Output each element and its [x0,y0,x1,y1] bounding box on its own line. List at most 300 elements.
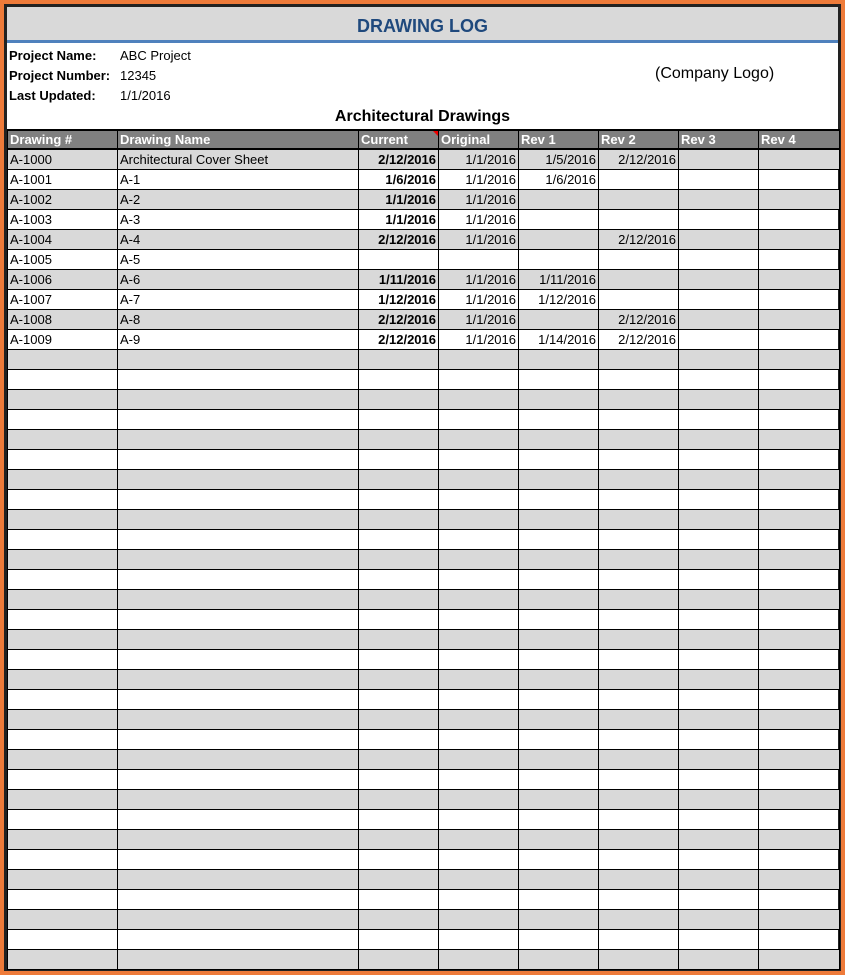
table-cell[interactable] [8,629,118,649]
table-cell[interactable] [118,649,359,669]
table-cell[interactable]: 1/12/2016 [519,289,599,309]
table-cell[interactable] [8,889,118,909]
table-cell[interactable] [359,889,439,909]
table-cell[interactable] [599,709,679,729]
table-cell[interactable] [519,949,599,969]
table-cell[interactable] [599,489,679,509]
table-cell[interactable] [118,669,359,689]
table-cell[interactable] [118,769,359,789]
table-cell[interactable] [679,849,759,869]
table-cell[interactable] [759,909,840,929]
table-cell[interactable]: 1/1/2016 [439,329,519,349]
table-cell[interactable]: 2/12/2016 [359,229,439,249]
table-cell[interactable]: 1/1/2016 [439,149,519,169]
table-cell[interactable] [519,409,599,429]
table-cell[interactable] [519,549,599,569]
column-header[interactable] [439,130,519,149]
table-cell[interactable] [519,529,599,549]
table-cell[interactable] [439,489,519,509]
table-cell[interactable] [439,929,519,949]
column-header[interactable] [519,130,599,149]
table-cell[interactable]: A-1007 [8,289,118,309]
table-cell[interactable] [359,629,439,649]
table-cell[interactable] [359,729,439,749]
table-cell[interactable] [679,269,759,289]
table-cell[interactable]: A-4 [118,229,359,249]
table-cell[interactable] [679,369,759,389]
table-cell[interactable] [759,349,840,369]
table-cell[interactable] [599,949,679,969]
table-cell[interactable] [439,629,519,649]
table-cell[interactable] [439,869,519,889]
table-cell[interactable] [439,789,519,809]
table-cell[interactable] [8,709,118,729]
column-header[interactable] [8,130,118,149]
table-cell[interactable] [8,929,118,949]
table-cell[interactable] [679,149,759,169]
table-cell[interactable] [599,929,679,949]
project-name-value[interactable]: ABC Project [120,48,191,63]
table-cell[interactable] [759,829,840,849]
table-cell[interactable] [118,689,359,709]
table-cell[interactable] [519,849,599,869]
table-cell[interactable]: A-3 [118,209,359,229]
table-cell[interactable] [519,349,599,369]
table-cell[interactable] [359,429,439,449]
table-cell[interactable] [599,429,679,449]
table-cell[interactable] [359,849,439,869]
table-cell[interactable]: 1/11/2016 [359,269,439,289]
table-cell[interactable] [118,589,359,609]
table-cell[interactable] [519,209,599,229]
table-cell[interactable] [679,529,759,549]
table-cell[interactable] [8,489,118,509]
table-cell[interactable] [679,489,759,509]
table-cell[interactable]: A-1008 [8,309,118,329]
column-header[interactable] [359,130,439,149]
column-header[interactable] [118,130,359,149]
table-cell[interactable] [679,789,759,809]
table-cell[interactable] [759,309,840,329]
table-cell[interactable] [599,609,679,629]
table-cell[interactable] [8,369,118,389]
table-cell[interactable] [359,929,439,949]
table-cell[interactable] [759,689,840,709]
table-cell[interactable] [519,809,599,829]
table-cell[interactable] [679,889,759,909]
table-cell[interactable] [519,789,599,809]
table-cell[interactable] [599,169,679,189]
table-cell[interactable] [359,569,439,589]
table-cell[interactable] [599,749,679,769]
table-cell[interactable] [439,389,519,409]
table-cell[interactable] [599,729,679,749]
table-cell[interactable] [679,449,759,469]
table-cell[interactable] [759,889,840,909]
table-cell[interactable] [759,849,840,869]
table-cell[interactable] [599,549,679,569]
table-cell[interactable] [679,169,759,189]
table-cell[interactable] [359,609,439,629]
table-cell[interactable] [679,209,759,229]
table-cell[interactable]: 1/6/2016 [519,169,599,189]
table-cell[interactable] [599,509,679,529]
table-cell[interactable] [118,789,359,809]
table-cell[interactable] [118,749,359,769]
table-cell[interactable] [599,769,679,789]
table-cell[interactable] [599,649,679,669]
table-cell[interactable] [679,409,759,429]
table-cell[interactable] [759,609,840,629]
table-cell[interactable] [439,449,519,469]
table-cell[interactable] [599,269,679,289]
table-cell[interactable] [759,289,840,309]
table-cell[interactable] [519,569,599,589]
table-cell[interactable] [519,829,599,849]
table-cell[interactable] [118,609,359,629]
table-cell[interactable]: 2/12/2016 [599,149,679,169]
table-cell[interactable]: A-1006 [8,269,118,289]
table-cell[interactable] [118,869,359,889]
table-cell[interactable] [118,409,359,429]
table-cell[interactable] [519,449,599,469]
table-cell[interactable] [359,349,439,369]
table-cell[interactable] [599,809,679,829]
table-cell[interactable] [599,389,679,409]
table-cell[interactable] [439,709,519,729]
table-cell[interactable] [118,469,359,489]
table-cell[interactable] [359,649,439,669]
table-cell[interactable] [599,409,679,429]
table-cell[interactable] [759,809,840,829]
table-cell[interactable] [599,789,679,809]
table-cell[interactable]: 2/12/2016 [359,329,439,349]
table-cell[interactable] [599,829,679,849]
table-cell[interactable] [599,529,679,549]
table-cell[interactable]: 1/1/2016 [359,189,439,209]
table-cell[interactable] [679,469,759,489]
table-cell[interactable] [439,889,519,909]
table-cell[interactable] [679,669,759,689]
table-cell[interactable] [679,289,759,309]
table-cell[interactable] [599,369,679,389]
table-cell[interactable] [679,829,759,849]
table-cell[interactable] [8,649,118,669]
table-cell[interactable] [439,349,519,369]
table-cell[interactable] [599,849,679,869]
table-cell[interactable] [759,729,840,749]
table-cell[interactable] [359,869,439,889]
table-cell[interactable]: 2/12/2016 [599,229,679,249]
table-cell[interactable] [439,809,519,829]
table-cell[interactable] [519,589,599,609]
table-cell[interactable] [519,709,599,729]
table-cell[interactable] [8,829,118,849]
table-cell[interactable] [679,349,759,369]
table-cell[interactable]: A-2 [118,189,359,209]
table-cell[interactable] [118,509,359,529]
table-cell[interactable] [519,909,599,929]
table-cell[interactable] [439,589,519,609]
table-cell[interactable] [439,509,519,529]
table-cell[interactable] [359,409,439,429]
table-cell[interactable] [359,449,439,469]
table-cell[interactable] [519,749,599,769]
table-cell[interactable] [599,249,679,269]
table-cell[interactable] [8,769,118,789]
table-cell[interactable] [679,249,759,269]
table-cell[interactable] [8,749,118,769]
table-cell[interactable] [519,489,599,509]
table-cell[interactable] [118,809,359,829]
table-cell[interactable] [118,829,359,849]
table-cell[interactable]: 1/1/2016 [439,189,519,209]
table-cell[interactable] [519,889,599,909]
table-cell[interactable] [8,549,118,569]
table-cell[interactable] [359,809,439,829]
table-cell[interactable] [8,409,118,429]
table-cell[interactable] [519,509,599,529]
table-cell[interactable] [118,709,359,729]
table-cell[interactable] [359,249,439,269]
table-cell[interactable]: A-8 [118,309,359,329]
table-cell[interactable] [359,489,439,509]
table-cell[interactable]: 1/1/2016 [439,269,519,289]
table-cell[interactable] [759,749,840,769]
table-cell[interactable] [118,449,359,469]
table-cell[interactable] [519,609,599,629]
table-cell[interactable] [599,289,679,309]
table-cell[interactable] [759,369,840,389]
table-cell[interactable] [519,229,599,249]
table-cell[interactable] [519,189,599,209]
table-cell[interactable] [359,389,439,409]
table-cell[interactable] [359,549,439,569]
table-cell[interactable] [679,549,759,569]
table-cell[interactable] [759,489,840,509]
table-cell[interactable]: 1/14/2016 [519,329,599,349]
table-cell[interactable] [8,809,118,829]
table-cell[interactable]: 1/1/2016 [359,209,439,229]
table-cell[interactable]: A-6 [118,269,359,289]
table-cell[interactable] [359,469,439,489]
table-cell[interactable] [759,949,840,969]
table-cell[interactable] [599,669,679,689]
table-cell[interactable] [359,369,439,389]
table-cell[interactable]: A-7 [118,289,359,309]
table-cell[interactable]: Architectural Cover Sheet [118,149,359,169]
table-cell[interactable] [519,429,599,449]
table-cell[interactable] [759,409,840,429]
table-cell[interactable] [8,909,118,929]
table-cell[interactable] [679,909,759,929]
table-cell[interactable]: 1/11/2016 [519,269,599,289]
table-cell[interactable] [599,689,679,709]
table-cell[interactable] [679,229,759,249]
table-cell[interactable] [519,729,599,749]
table-cell[interactable] [439,909,519,929]
table-cell[interactable] [439,849,519,869]
table-cell[interactable]: 2/12/2016 [599,329,679,349]
table-cell[interactable] [359,829,439,849]
table-cell[interactable] [519,669,599,689]
table-cell[interactable]: A-1004 [8,229,118,249]
column-header[interactable] [759,130,840,149]
table-cell[interactable] [679,929,759,949]
table-cell[interactable] [759,189,840,209]
table-cell[interactable]: A-1001 [8,169,118,189]
table-cell[interactable] [439,769,519,789]
table-cell[interactable] [359,709,439,729]
table-cell[interactable] [759,769,840,789]
table-cell[interactable] [519,629,599,649]
table-cell[interactable]: A-9 [118,329,359,349]
table-cell[interactable] [599,909,679,929]
table-cell[interactable] [359,509,439,529]
table-cell[interactable] [118,929,359,949]
table-cell[interactable] [759,209,840,229]
table-cell[interactable]: 1/1/2016 [439,289,519,309]
table-cell[interactable]: 1/1/2016 [439,209,519,229]
table-cell[interactable] [8,669,118,689]
table-cell[interactable] [118,889,359,909]
table-cell[interactable]: A-1 [118,169,359,189]
table-cell[interactable] [519,249,599,269]
table-cell[interactable] [759,929,840,949]
table-cell[interactable]: 2/12/2016 [599,309,679,329]
table-cell[interactable] [759,229,840,249]
table-cell[interactable] [359,589,439,609]
comment-indicator-icon[interactable] [433,131,438,136]
table-cell[interactable] [759,449,840,469]
table-cell[interactable]: 1/6/2016 [359,169,439,189]
table-cell[interactable] [599,869,679,889]
table-cell[interactable] [359,669,439,689]
table-cell[interactable]: 1/12/2016 [359,289,439,309]
table-cell[interactable] [519,469,599,489]
table-cell[interactable] [519,369,599,389]
table-cell[interactable] [519,389,599,409]
table-cell[interactable] [439,409,519,429]
table-cell[interactable] [679,729,759,749]
table-cell[interactable] [679,649,759,669]
table-cell[interactable]: A-1002 [8,189,118,209]
table-cell[interactable] [8,469,118,489]
table-cell[interactable] [599,189,679,209]
table-cell[interactable] [8,389,118,409]
table-cell[interactable] [759,249,840,269]
table-cell[interactable] [439,529,519,549]
table-cell[interactable] [759,149,840,169]
table-cell[interactable] [8,349,118,369]
table-cell[interactable] [359,769,439,789]
table-cell[interactable] [8,589,118,609]
table-cell[interactable] [759,269,840,289]
table-cell[interactable]: A-5 [118,249,359,269]
table-cell[interactable] [599,349,679,369]
table-cell[interactable] [8,529,118,549]
table-cell[interactable] [439,749,519,769]
table-cell[interactable] [359,689,439,709]
table-cell[interactable] [118,949,359,969]
table-cell[interactable] [759,649,840,669]
table-cell[interactable] [8,729,118,749]
table-cell[interactable] [439,469,519,489]
table-cell[interactable] [8,569,118,589]
table-cell[interactable] [439,949,519,969]
table-cell[interactable] [759,469,840,489]
table-cell[interactable] [759,709,840,729]
table-cell[interactable] [519,769,599,789]
table-cell[interactable] [8,689,118,709]
table-cell[interactable] [439,569,519,589]
table-cell[interactable] [759,509,840,529]
table-cell[interactable] [359,529,439,549]
table-cell[interactable] [118,629,359,649]
table-cell[interactable] [519,309,599,329]
table-cell[interactable] [8,849,118,869]
table-cell[interactable] [359,909,439,929]
table-cell[interactable] [8,789,118,809]
table-cell[interactable] [519,869,599,889]
table-cell[interactable] [118,489,359,509]
table-cell[interactable] [519,929,599,949]
last-updated-value[interactable]: 1/1/2016 [120,88,171,103]
table-cell[interactable] [8,429,118,449]
table-cell[interactable] [118,429,359,449]
table-cell[interactable]: A-1003 [8,209,118,229]
table-cell[interactable] [679,749,759,769]
table-cell[interactable] [679,189,759,209]
table-cell[interactable] [8,609,118,629]
table-cell[interactable] [8,869,118,889]
table-cell[interactable] [679,709,759,729]
table-cell[interactable] [759,789,840,809]
table-cell[interactable] [679,949,759,969]
table-cell[interactable] [679,869,759,889]
table-cell[interactable] [359,949,439,969]
column-header[interactable] [599,130,679,149]
table-cell[interactable] [679,329,759,349]
table-cell[interactable] [599,569,679,589]
table-cell[interactable]: 2/12/2016 [359,309,439,329]
table-cell[interactable] [439,649,519,669]
table-cell[interactable] [599,449,679,469]
table-cell[interactable] [679,429,759,449]
table-cell[interactable] [599,889,679,909]
table-cell[interactable] [759,669,840,689]
table-cell[interactable]: A-1009 [8,329,118,349]
table-cell[interactable] [359,749,439,769]
table-cell[interactable] [679,689,759,709]
table-cell[interactable] [8,509,118,529]
table-cell[interactable]: 2/12/2016 [359,149,439,169]
table-cell[interactable] [118,849,359,869]
table-cell[interactable] [359,789,439,809]
table-cell[interactable] [759,569,840,589]
project-number-value[interactable]: 12345 [120,68,157,83]
table-cell[interactable] [679,309,759,329]
table-cell[interactable] [118,549,359,569]
table-cell[interactable] [759,589,840,609]
table-cell[interactable] [519,689,599,709]
table-cell[interactable] [679,629,759,649]
table-cell[interactable] [759,869,840,889]
table-cell[interactable] [439,689,519,709]
table-cell[interactable] [759,429,840,449]
table-cell[interactable] [439,429,519,449]
table-cell[interactable]: A-1005 [8,249,118,269]
